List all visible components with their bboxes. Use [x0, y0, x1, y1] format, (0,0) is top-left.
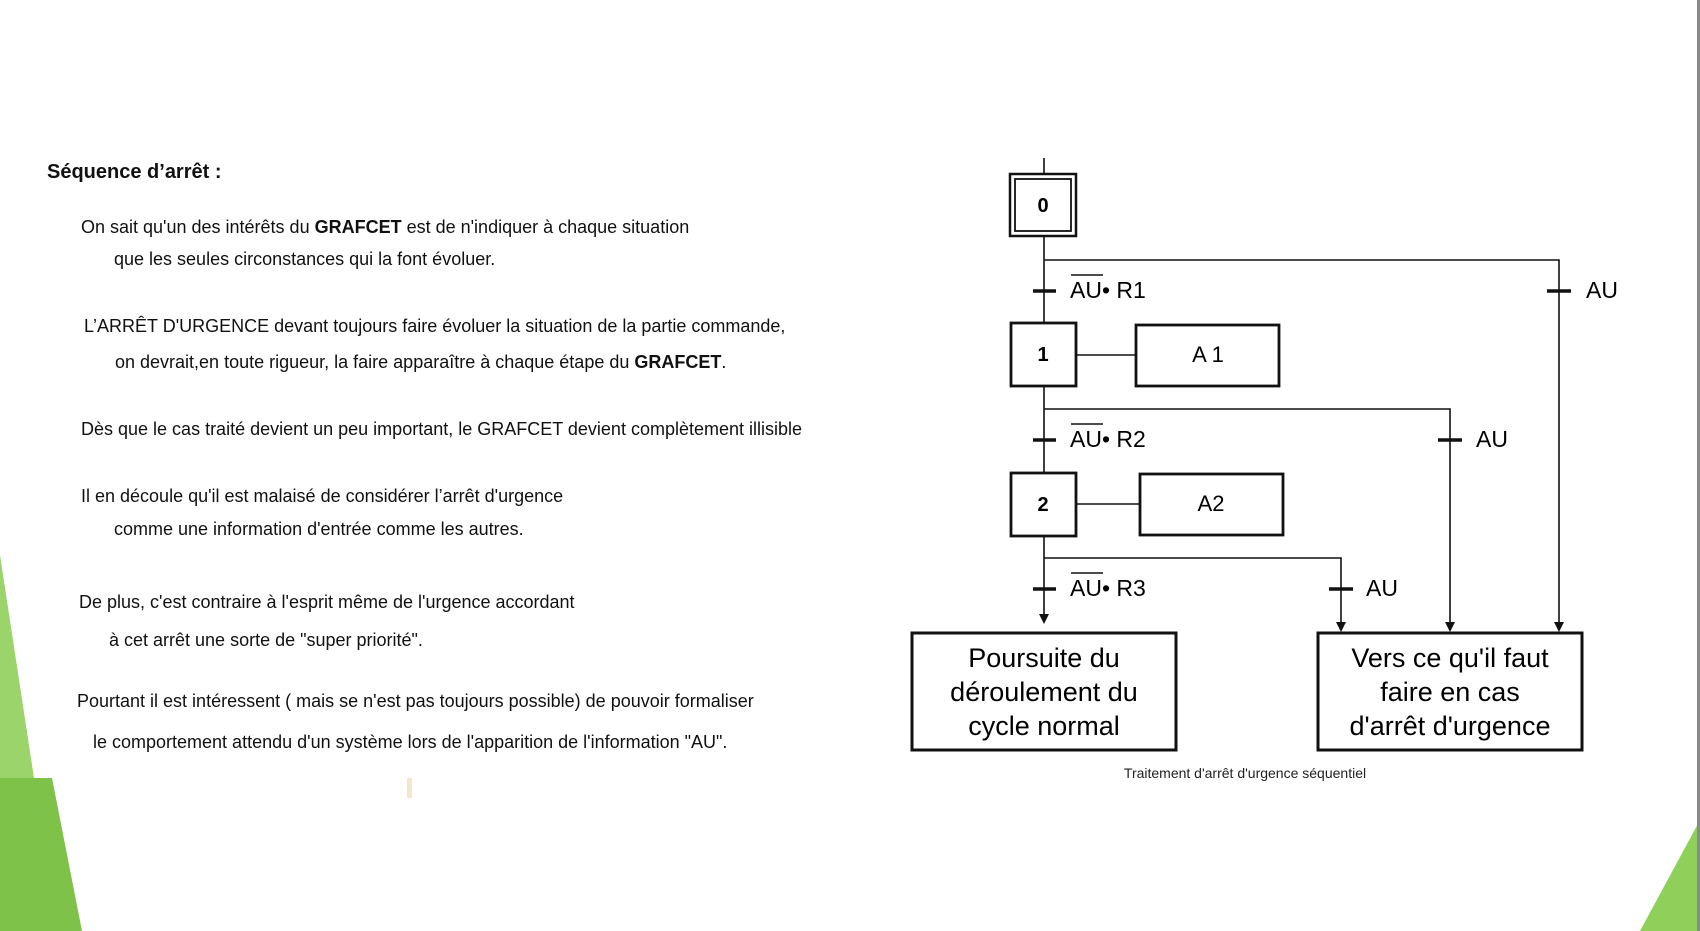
diagram-caption: Traitement d'arrêt d'urgence séquentiel — [1123, 765, 1367, 781]
transition-r3-neg: AU — [1070, 575, 1102, 601]
paragraph-3: Dès que le cas traité devient un peu important, le GRAFCET devient complètement illisible — [81, 419, 803, 439]
step-2-label: 2 — [1037, 494, 1049, 516]
action-a2 — [1140, 474, 1283, 535]
box-emergency — [1318, 633, 1582, 750]
au-branch-2-label: AU — [1366, 575, 1398, 601]
transition-r3-label — [1070, 575, 1146, 601]
box-emergency-line-1: Vers ce qu'il faut — [1351, 643, 1549, 673]
section-heading: Séquence d’arrêt : — [47, 161, 222, 183]
p2-text-a: on devrait,en toute rigueur, la faire apparaître à chaque étape du — [115, 352, 635, 372]
box-emergency-line-3: d'arrêt d'urgence — [1349, 711, 1551, 741]
p1-text-c: est de n'indiquer à chaque situation — [401, 217, 690, 237]
action-a1-label: A 1 — [1192, 342, 1224, 367]
step-0-label: 0 — [1037, 195, 1049, 217]
box-normal-cycle-line-1: Poursuite du — [968, 643, 1120, 673]
paragraph-1-line-2: que les seules circonstances qui la font évoluer. — [114, 249, 496, 269]
paragraph-4-line-2: comme une information d'entrée comme les autres. — [114, 519, 524, 539]
step-1 — [1011, 323, 1076, 386]
transition-r1-label — [1070, 277, 1146, 303]
transition-r1-rest: • R1 — [1101, 277, 1146, 303]
paragraph-5-line-1: De plus, c'est contraire à l'esprit même de l'urgence accordant — [79, 592, 575, 612]
paragraph-5-line-2: à cet arrêt une sorte de "super priorité". — [109, 630, 423, 650]
step-0 — [1010, 174, 1076, 236]
step-1-label: 1 — [1037, 344, 1049, 366]
transition-r3-rest: • R3 — [1101, 575, 1146, 601]
transition-r2-label — [1070, 426, 1146, 452]
transition-r2-rest: • R2 — [1101, 426, 1146, 452]
step-2 — [1011, 473, 1076, 536]
transition-r2-neg: AU — [1070, 426, 1102, 452]
box-normal-cycle-line-3: cycle normal — [968, 711, 1120, 741]
action-a2-label: A2 — [1197, 491, 1225, 516]
paragraph-2-line-1: L’ARRÊT D'URGENCE devant toujours faire évoluer la situation de la partie commande, — [84, 316, 786, 336]
paragraph-6-line-2: le comportement attendu d'un système lors de l'apparition de l'information "AU". — [93, 732, 728, 752]
box-normal-cycle — [912, 633, 1176, 750]
p1-text-a: On sait qu'un des intérêts du — [81, 217, 315, 237]
action-a1 — [1136, 325, 1279, 386]
paragraph-6-line-1: Pourtant il est intéressent ( mais se n'est pas toujours possible) de pouvoir formaliser — [77, 691, 754, 711]
p2-text-c: . — [721, 352, 727, 372]
p1-grafcet: GRAFCET — [314, 217, 402, 237]
p2-grafcet: GRAFCET — [634, 352, 722, 372]
box-emergency-line-2: faire en cas — [1380, 677, 1520, 707]
au-branch-0-label: AU — [1586, 277, 1618, 303]
transition-r1-neg: AU — [1070, 277, 1102, 303]
box-normal-cycle-line-2: déroulement du — [950, 677, 1138, 707]
paragraph-4-line-1: Il en découle qu'il est malaisé de considérer l’arrêt d'urgence — [81, 486, 564, 506]
au-branch-1-label: AU — [1476, 426, 1508, 452]
